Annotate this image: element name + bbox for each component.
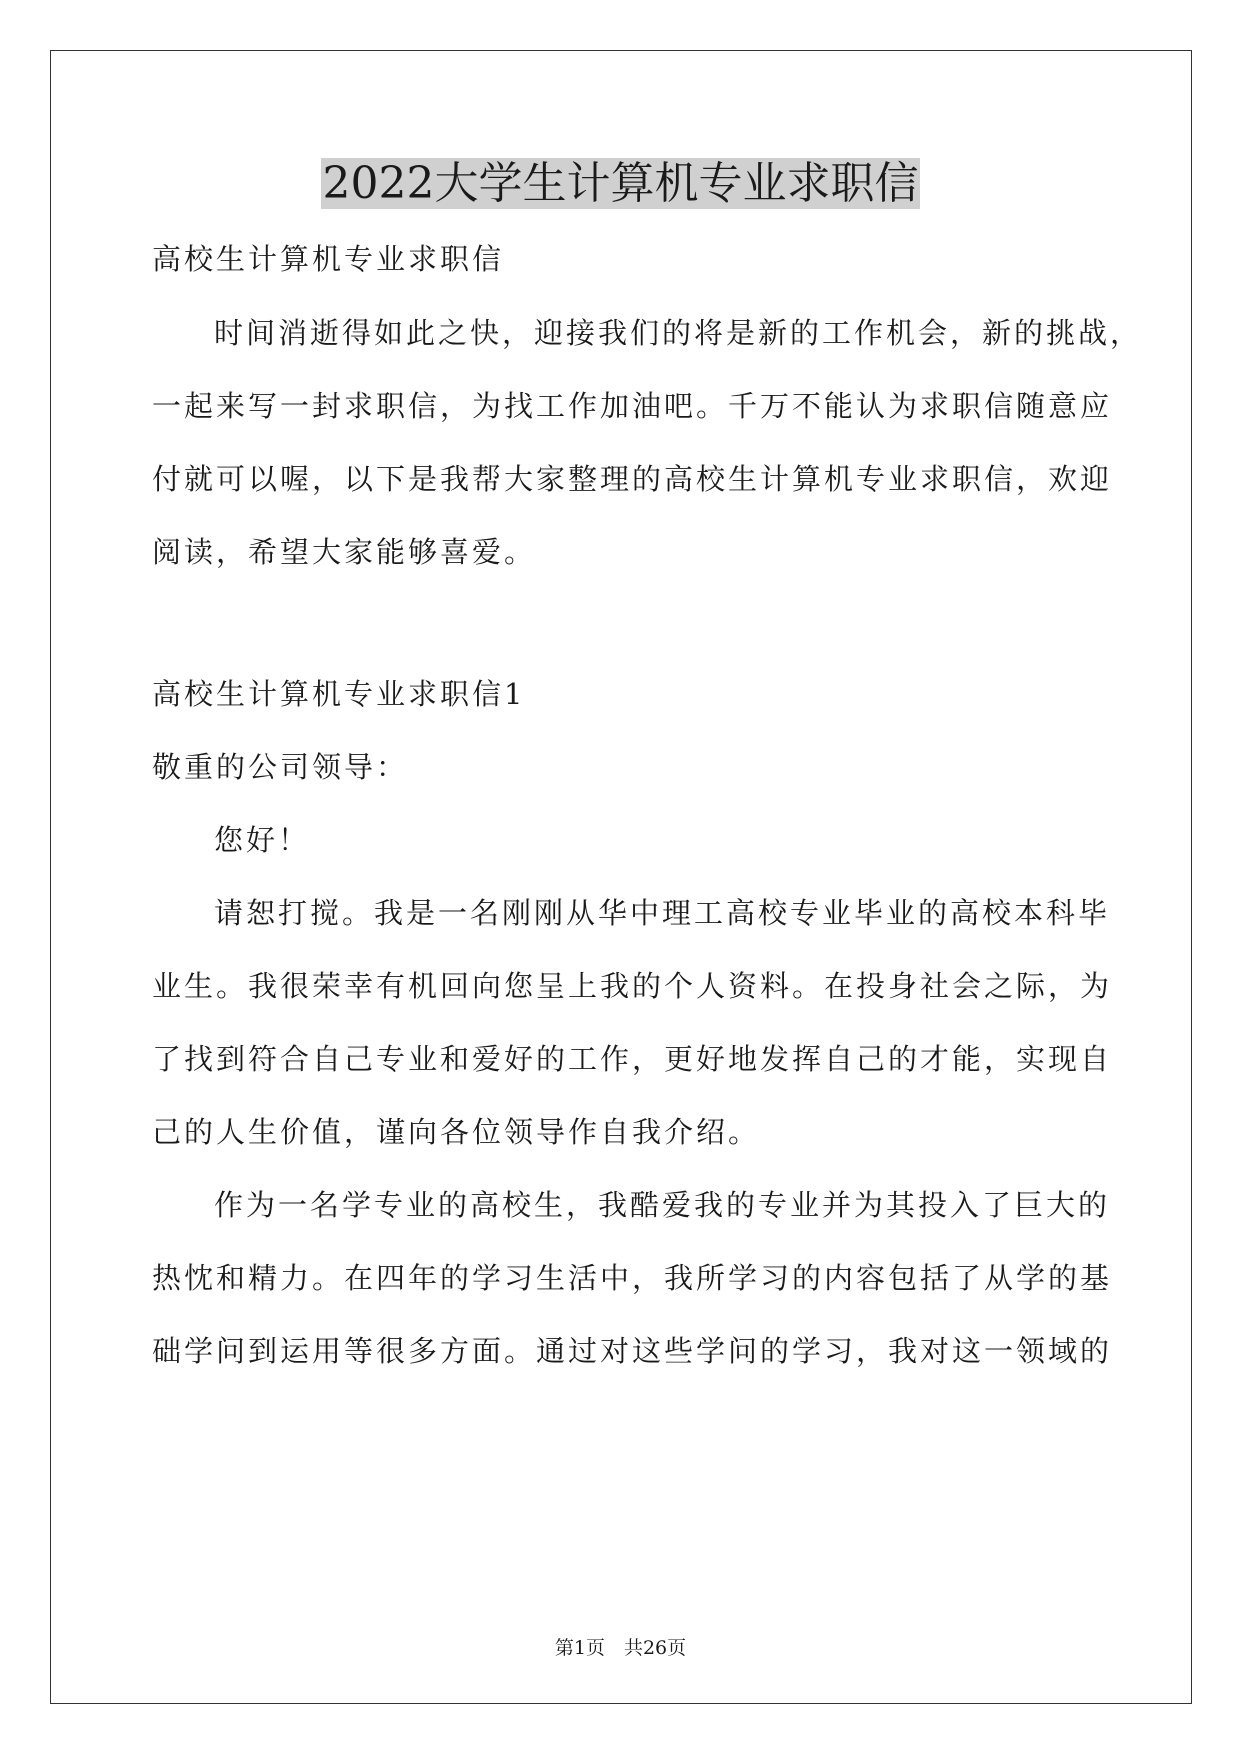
salutation-line: 敬重的公司领导：: [152, 750, 409, 784]
paragraph-line: 己的人生价值，谨向各位领导作自我介绍。: [152, 1115, 761, 1149]
subtitle-line: 高校生计算机专业求职信: [152, 242, 505, 276]
page-number-footer: 第1页 共26页: [554, 1637, 687, 1659]
paragraph-line: 热忱和精力。在四年的学习生活中，我所学习的内容包括了从学的基: [152, 1261, 1113, 1295]
paragraph-line: 业生。我很荣幸有机回向您呈上我的个人资料。在投身社会之际，为: [152, 969, 1113, 1003]
paragraph-line: 时间消逝得如此之快，迎接我们的将是新的工作机会，新的挑战，: [214, 316, 1143, 350]
paragraph-line: 了找到符合自己专业和爱好的工作，更好地发挥自己的才能，实现自: [152, 1042, 1113, 1076]
document-title: [0, 156, 1241, 212]
paragraph-line: 付就可以喔，以下是我帮大家整理的高校生计算机专业求职信，欢迎: [152, 462, 1113, 496]
paragraph-line: 阅读，希望大家能够喜爱。: [152, 535, 537, 569]
paragraph-line: 一起来写一封求职信，为找工作加油吧。千万不能认为求职信随意应: [152, 389, 1113, 423]
section-heading: 高校生计算机专业求职信1: [152, 677, 526, 711]
paragraph-line: 作为一名学专业的高校生，我酷爱我的专业并为其投入了巨大的: [214, 1188, 1111, 1222]
page-border: [50, 50, 1192, 1704]
paragraph-line: 础学问到运用等很多方面。通过对这些学问的学习，我对这一领域的: [152, 1334, 1113, 1368]
greeting-line: 您好！: [214, 823, 311, 857]
document-title-text: 2022大学生计算机专业求职信: [322, 158, 919, 209]
paragraph-line: 请恕打搅。我是一名刚刚从华中理工高校专业毕业的高校本科毕: [214, 896, 1111, 930]
